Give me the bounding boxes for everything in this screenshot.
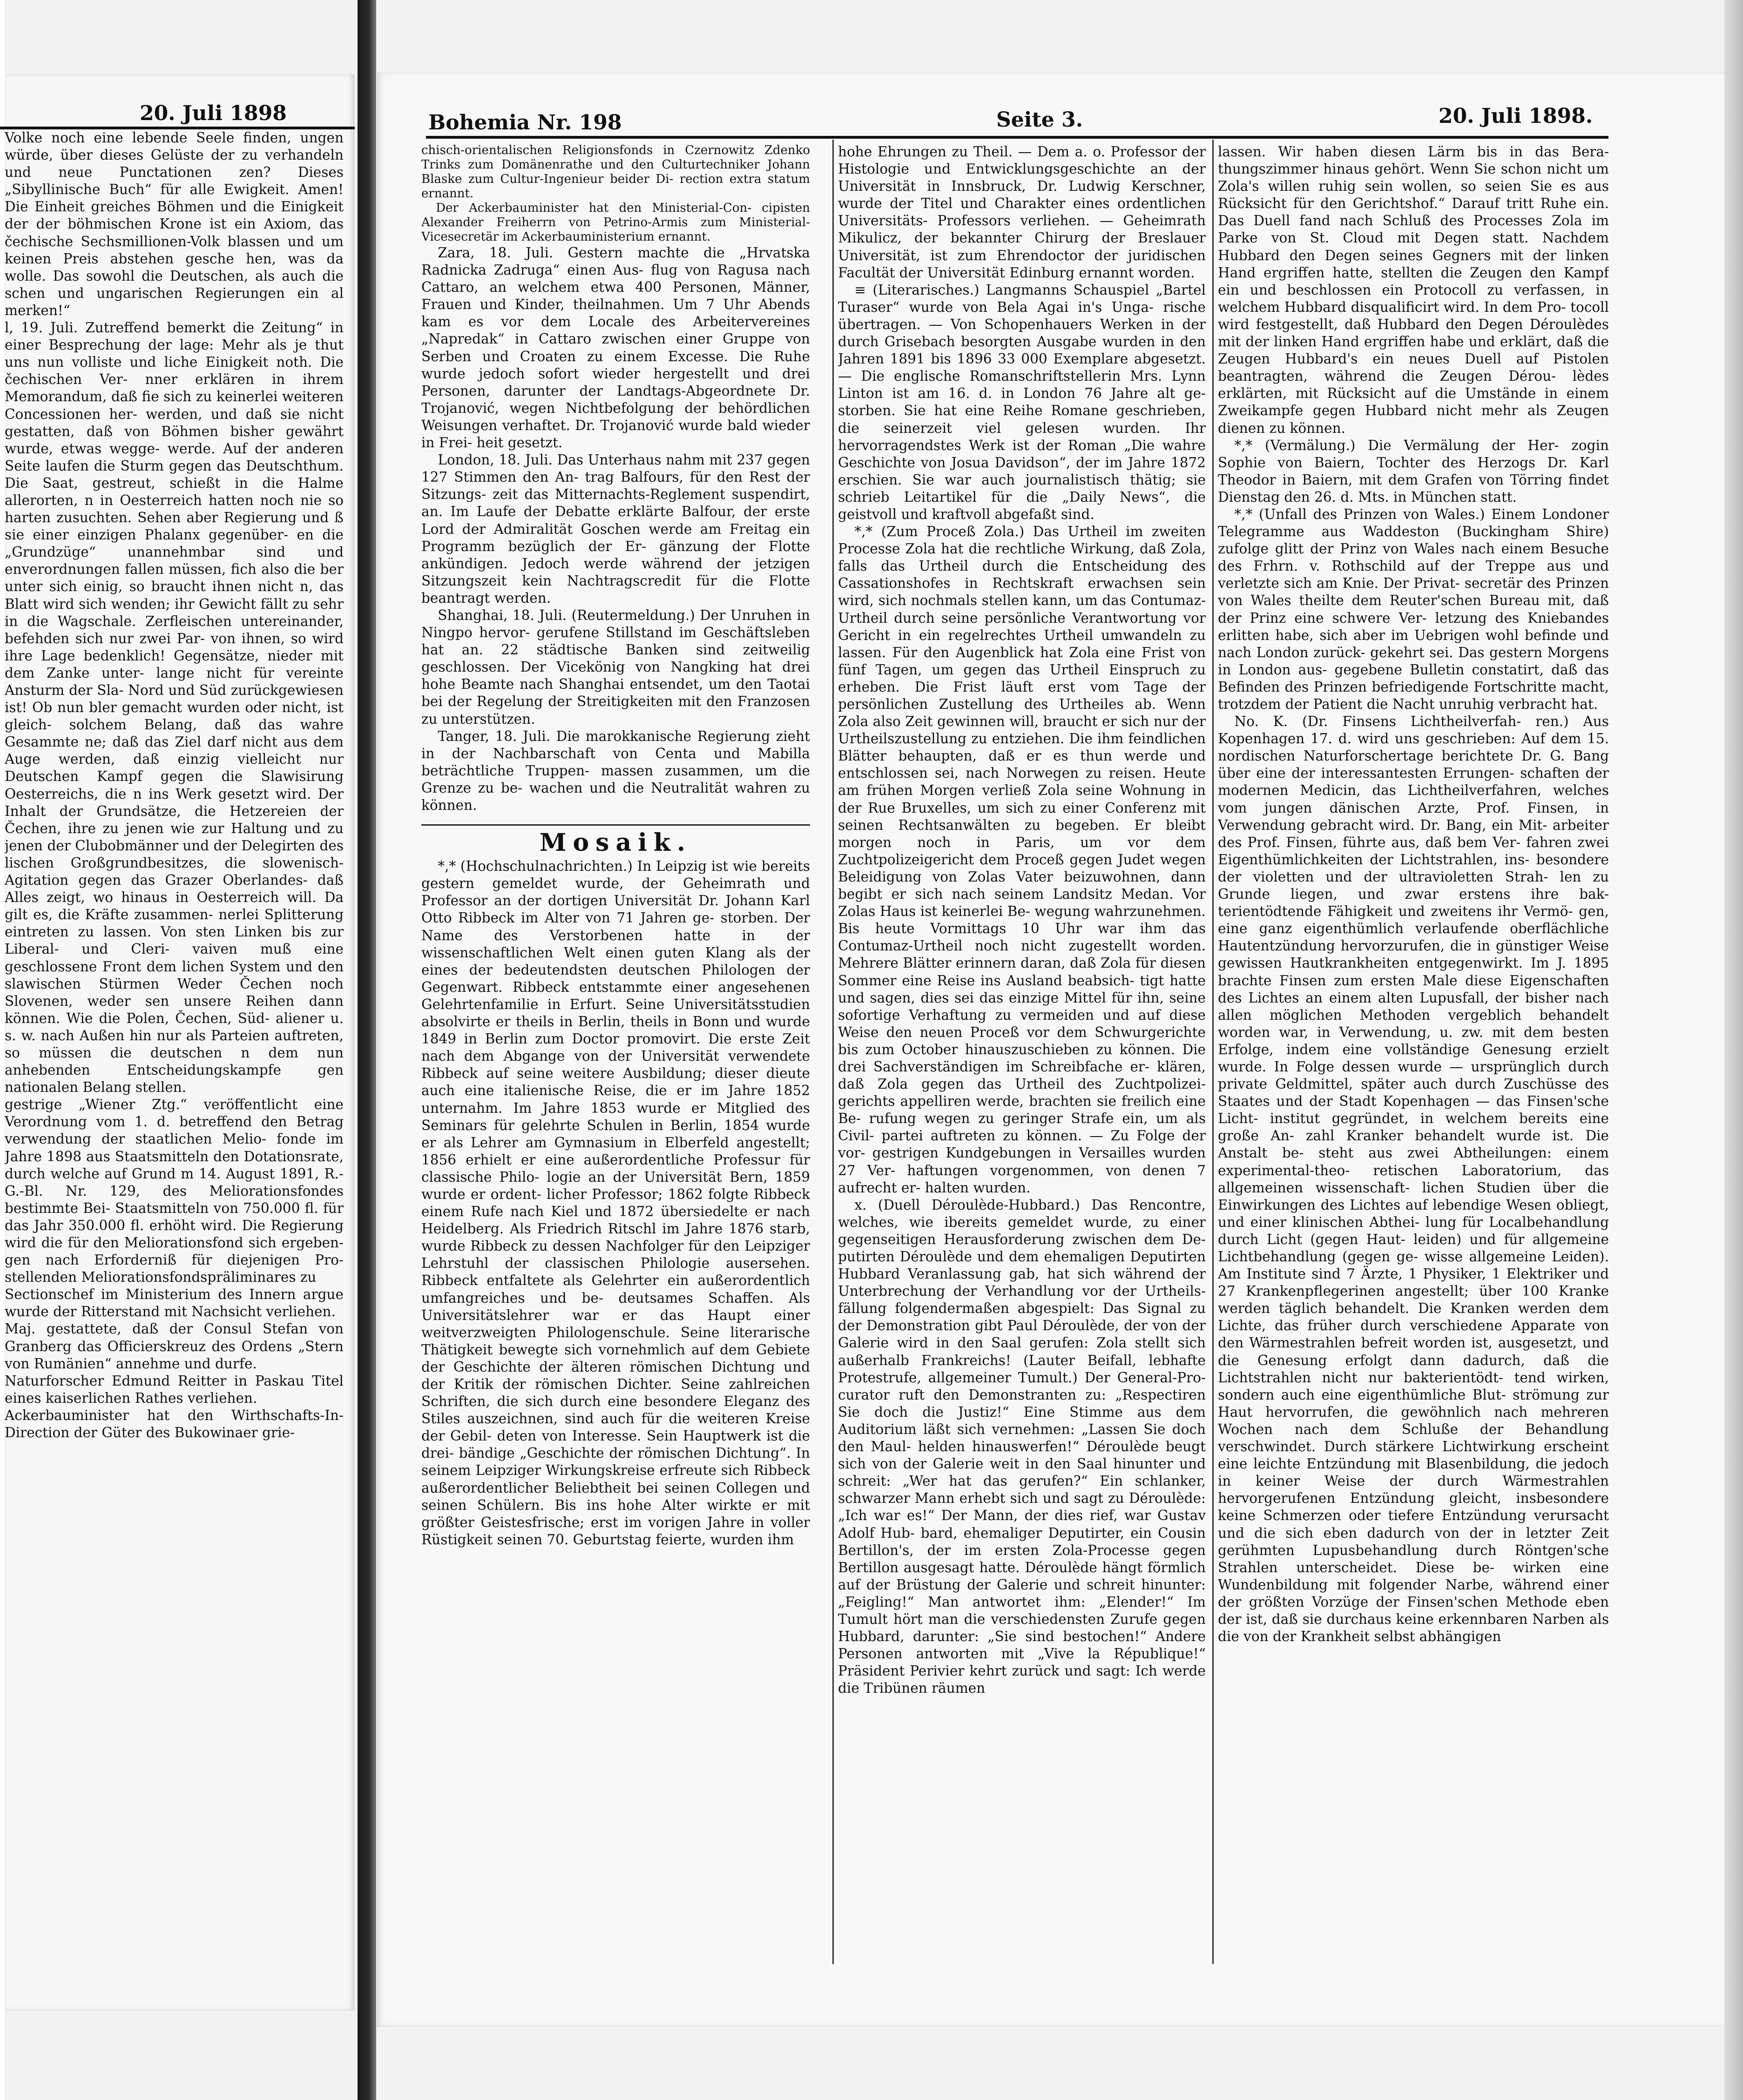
left-paragraph: gestrige „Wiener Ztg.“ veröffentlicht eine Verordnung vom 1. d. betreffend den Betrag verwendung der staatlichen Melio- fonde im Jahre 1898 aus Staatsmitteln den Dotationsrate, durch welche auf Grund m 14. August 1891, R.-G.-Bl. Nr. 129, des Meliorationsfondes bestimmte Bei- Staatsmitteln von 750.000 fl. für das Jahr 350.000 fl. erhöht wird. Die Regierung wird die für den Meliorationsfond sich ergeben- gen nach Erforderniß für diejenigen Pro- stellenden Meliorationsfondspräliminares zu <box>5 1097 344 1286</box>
column-rule-1 <box>832 140 834 1964</box>
article-paragraph: London, 18. Juli. Das Unterhaus nahm mit 237 gegen 127 Stimmen den An- trag Balfours, für den Rest der Sitzungs- zeit das Mitternachts-Reglement suspendirt, an. Im Laufe der Debatte erklärte Balfour, der erste Lord der Admiralität Goschen werde am Freitag ein Programm bezüglich der Er- gänzung der Flotte ankündigen. Jedoch werde während der jetzigen Sitzungszeit kein Nachtragscredit für die Flotte beantragt werden. <box>421 452 810 606</box>
left-paragraph: Maj. gestattete, daß der Consul Stefan von Granberg das Officierskreuz des Ordens „Stern von Rumänien“ annehme und durfe. <box>5 1321 344 1372</box>
book-gutter <box>358 0 376 2100</box>
article-paragraph: lassen. Wir haben diesen Lärm bis in das Bera- thungszimmer hinaus gehört. Wenn Sie schon nicht um Zola's willen ruhig sein wollen, so seien Sie es aus Rücksicht für den Gerichtshof.“ Darauf tritt Ruhe ein. Das Duell fand nach Schluß des Processes Zola im Parke von St. Cloud mit Degen statt. Nachdem Hubbard den Degen seines Gegners mit der linken Hand ergriffen hatte, stellten die Zeugen den Kampf ein und beschlossen ein Protocoll zu verfassen, in welchem Hubbard disqualificirt wird. In dem Pro- tocoll wird festgestellt, daß Hubbard den Degen Déroulèdes mit der linken Hand ergriffen habe und erklärt, daß die Zeugen Hubbard's ein neues Duell auf Pistolen beantragten, während die Zeugen Dérou- lèdes erklärten, mit Rücksicht auf die Umstände in einem Zweikampfe gegen Hubbard nicht mehr als Zeugen dienen zu können. <box>1218 144 1609 436</box>
page-number: Seite 3. <box>996 108 1083 132</box>
left-edge <box>0 0 5 2100</box>
article-paragraph: No. K. (Dr. Finsens Lichtheilverfah- ren.) Aus Kopenhagen 17. d. wird uns geschrieben: Auf dem 15. nordischen Naturforschertage berichtete Dr. G. Bang über eine der interessantesten Errungen- schaften der modernen Medicin, das Lichtheilverfahren, welches vom jungen dänischen Arzte, Prof. Finsen, in Verwendung gebracht wird. Dr. Bang, ein Mit- arbeiter des Prof. Finsen, führte aus, daß bem Ver- fahren zwei Eigenthümlichkeiten der Lichtstrahlen, ins- besondere der violetten und der ultravioletten Strah- len zu Grunde liegen, und zwar erstens ihre bak- terientödtende Fähigkeit und zweitens ihr Vermö- gen, eine ganz eigenthümlich verlaufende oberflächliche Hautentzündung hervorzurufen, die in günstiger Weise gewissen Hautkrankheiten entgegenwirkt. Im J. 1895 brachte Finsen zum ersten Male diese Eigenschaften des Lichtes an einem alten Lupusfall, der bisher nach allen möglichen Methoden vergeblich behandelt worden war, in Verwendung, u. zw. mit dem besten Erfolge, indem eine vollständige Genesung erzielt wurde. In Folge dessen wurde — ursprünglich durch private Geldmittel, später auch durch Zuschüsse des Staates und der Stadt Kopenhagen — das Finsen'sche Licht- institut gegründet, in welchem bereits eine große An- zahl Kranker behandelt wurde ist. Die Anstalt be- steht aus zwei Abtheilungen: einem experimental-theo- retischen Laboratorium, das allgemeinen wissenschaft- lichen Studien über die Einwirkungen des Lichtes auf lebendige Wesen obliegt, und einer klinischen Abthei- lung für Localbehandlung durch Licht (gegen Haut- leiden) und für allgemeine Lichtbehandlung (gegen ge- wisse allgemeine Leiden). Am Institute sind 7 Ärzte, 1 Physiker, 1 Elektriker und 27 Krankenpflegerinen angestellt; über 100 Kranke werden täglich behandelt. Die Kranken werden dem Lichte, das früher durch verschiedene Apparate von den Wärmestrahlen befreit worden ist, ausgesetzt, und die Genesung erfolgt dann dadurch, daß die Lichtstrahlen nicht nur bakterientödt- tend wirken, sondern auch eine eigenthümliche Blut- strömung zur Haut hervorrufen, die gewöhnlich nach mehreren Wochen nach dem Schluße der Behandlung verschwindet. Durch stärkere Lichtwirkung erscheint eine leichte Entzündung mit Blasenbildung, die jedoch in keiner Weise der durch Wärmestrahlen hervorgerufenen Entzündung gleicht, insbesondere keine Schmerzen oder tiefere Entzündung verursacht und die sich eben dadurch von der in letzter Zeit gerühmten Lupusbehandlung durch Röntgen'sche Strahlen unterscheidet. Diese be- wirken eine Wundenbildung mit folgender Narbe, während einer der größten Vorzüge der Finsen'schen Methode eben der ist, daß sie durchaus keine erkennbaren Narben als die von der Krankheit selbst abhängigen <box>1218 713 1609 1645</box>
section-rule <box>421 824 810 826</box>
left-page-column <box>5 129 344 1889</box>
article-paragraph: ≡ (Literarisches.) Langmanns Schauspiel „Bartel Turaser“ wurde von Bela Agai in's Unga- rische übertragen. — Von Schopenhauers Werken in der durch Grisebach besorgten Ausgabe wurden in den Jahren 1891 bis 1896 33 000 Exemplare abgesetzt. — Die englische Romanschriftstellerin Mrs. Lynn Linton ist am 16. d. in London 76 Jahre alt ge- storben. Sie hat eine Reihe Romane geschrieben, die seinerzeit viel gelesen wurden. Ihr hervorragendstes Werk ist der Roman „Die wahre Geschichte von Josua Davidson“, der im Jahre 1872 erschien. Sie war auch journalistisch thätig; sie schrieb Leitartikel für die „Daily News“, die geistvoll und kraftvoll abgefaßt sind. <box>838 282 1206 522</box>
article-paragraph: Tanger, 18. Juli. Die marokkanische Regierung zieht in der Nachbarschaft von Centa und Mabilla beträchtliche Truppen- massen zusammen, um die Grenze zu be- wachen und die Neutralität wahren zu können. <box>421 728 810 813</box>
left-paragraph: l, 19. Juli. Zutreffend bemerkt die Zeitung“ in einer Besprechung der lage: Mehr als je thut uns nun volliste und liche Einigkeit noth. Die čechischen Ver- nner erklären in ihrem Memorandum, daß fie sich zu keinerlei weiteren Concessionen her- werden, und daß sie nicht gestatten, daß von Böhmen bisher gewährt wurde, etwas wegge- werde. Auf der anderen Seite laufen die Sturm gegen das Deutschthum. Die Saat, gestreut, schießt in die Halme allerorten, n in Oesterreich hatten noch nie so harten zusuchten. Sehen aber Regierung und ß sie einer einzigen Phalanx gegenüber- en die „Grundzüge“ unannehmbar sind und enverordnungen fallen müssen, fich also die ber unter sich einig, so braucht ihnen nicht n, das Blatt wird sich wenden; ihr Gewicht fällt zu sehr in die Wagschale. Zerfleischen untereinander, befehden sich nur zwei Par- von ihnen, so wird ihre Lage bedenklich! Gegensätze, nieder mit dem Zanke unter- lange nicht für vereinte Ansturm der Sla- Nord und Süd zurückgewiesen ist! Ob nun bler gemacht wurden oder nicht, ist gleich- solchem Belang, daß das wahre Gesammte ne; daß das Ziel darf nicht aus dem Auge werden, daß einzig vielleicht nur Deutschen Kampf gegen die Slawisirung Oesterreichs, die n ins Werk gesetzt wird. Der Inhalt der Grundsätze, die Hetzereien der Čechen, ihre zu jenen wie zur Haltung und zu jenen der Clubobmänner und der Delegirten des lischen Großgrundbesitzes, die slowenisch- Agitation gegen das Grazer Oberlandes- daß Alles zeigt, wo hinaus in Oesterreich will. Da gilt es, die Kräfte zusammen- nerlei Splitterung eintreten zu lassen. Von sten Linken bis zur Liberal- und Cleri- vaiven muß eine geschlossene Front dem lichen System und den slawischen Stürmen Weder Čechen noch Slovenen, weder sen unsere Reihen dann können. Wie die Polen, Čechen, Süd- aliener u. s. w. nach Außen hin nur als Parteien auftreten, so müssen die deutschen n dem nun anhebenden Entscheidungskampfe gen nationalen Belang stellen. <box>5 320 344 1096</box>
article-paragraph: Shanghai, 18. Juli. (Reutermeldung.) Der Unruhen in Ningpo hervor- gerufene Stillstand im Geschäftsleben hat an. 22 städtische Banken sind zeitweilig geschlossen. Der Vicekönig von Nangking hat drei hohe Beamte nach Shanghai entsendet, um den Taotai bei der Regelung der Streitigkeiten mit den Franzosen zu unterstützen. <box>421 607 810 727</box>
article-paragraph: *,* (Hochschulnachrichten.) In Leipzig ist wie bereits gestern gemeldet wurde, der Geheimrath und Professor an der dortigen Universität Dr. Johann Karl Otto Ribbeck im Alter von 71 Jahren ge- storben. Der Name des Verstorbenen hatte in der wissenschaftlichen Welt einen guten Klang als der eines der bedeutendsten deutschen Philologen der Gegenwart. Ribbeck entstammte einer angesehenen Gelehrtenfamilie in Erfurt. Seine Universitätsstudien absolvirte er theils in Berlin, theils in Bonn und wurde 1849 in Berlin zum Doctor promovirt. Die erste Zeit nach dem Abgange von der Universität verwendete Ribbeck auf seine weitere Ausbildung; dieser dieute auch eine italienische Reise, die er im Jahre 1852 unternahm. Im Jahre 1853 wurde er Mitglied des Seminars für gelehrte Schulen in Berlin, 1854 wurde er als Lehrer am Gymnasium in Elberfeld angestellt; 1856 erhielt er eine außerordentliche Professur für classische Philo- logie an der Universität Bern, 1859 wurde er ordent- licher Professor; 1862 folgte Ribbeck einem Rufe nach Kiel und 1872 übersiedelte er nach Heidelberg. Als Friedrich Ritschl im Jahre 1876 starb, wurde Ribbeck zu dessen Nachfolger für den Leipziger Lehrstuhl der classischen Philologie ausersehen. Ribbeck entfaltete als Gelehrter ein außerordentlich umfangreiches und be- deutsames Schaffen. Als Universitätslehrer war er das Haupt einer weitverzweigten Philologenschule. Seine literarische Thätigkeit bewegte sich vornehmlich auf dem Gebiete der Geschichte der älteren römischen Dichtung und der Kritik der römischen Dichter. Seine zahlreichen Schriften, die sich durch eine besondere Eleganz des Stiles auszeichnen, sind auch für die weiteren Kreise der Gebil- deten von Interesse. Sein Hauptwerk ist die drei- bändige „Geschichte der römischen Dichtung“. In seinem Leipziger Wirkungskreise erfreute sich Ribbeck außerordentlicher Beliebtheit bei seinen Collegen und seinen Schülern. Bis ins hohe Alter wirkte er mit größter Geistesfrische; erst im vorigen Jahre in voller Rüstigkeit seinen 70. Geburtstag feierte, wurden ihm <box>421 858 810 1548</box>
article-paragraph: *,* (Zum Proceß Zola.) Das Urtheil im zweiten Processe Zola hat die rechtliche Wirkung, daß Zola, falls das Urtheil durch die Entscheidung des Cassationshofes in Rechtskraft erwachsen sein wird, sich nochmals stellen kann, um das Contumaz-Urtheil durch seine persönliche Verantwortung vor Gericht in ein regelrechtes Urtheil umwandeln zu lassen. Für den Augenblick hat Zola eine Frist von fünf Tagen, um gegen das Urtheil Einspruch zu erheben. Die Frist läuft erst vom Tage der persönlichen Zustellung des Urtheiles ab. Wenn Zola also Zeit gewinnen will, braucht er sich nur der Urtheilszustellung zu entziehen. Die ihm feindlichen Blätter behaupten, daß er es thun werde und entschlossen sei, nach Norwegen zu reisen. Heute am frühen Morgen verließ Zola seine Wohnung in der Rue Bruxelles, um sich zu einer Conferenz mit seinen Rechtsanwälten zu begeben. Er bleibt morgen noch in Paris, um vor dem Zuchtpolizeigericht dem Proceß gegen Judet wegen Beleidigung von Zolas Vater beizuwohnen, dann begibt er sich nach seinem Landsitz Medan. Vor Zolas Haus ist keinerlei Be- wegung wahrzunehmen. Bis heute Vormittags 10 Uhr war ihm das Contumaz-Urtheil noch nicht zugestellt worden. Mehrere Blätter erinnern daran, daß Zola für diesen Sommer eine Reise ins Ausland beabsich- tigt hatte und sagen, dies sei das einzige Mittel für ihn, seine sofortige Verhaftung zu vermeiden und auf diese Weise den neuen Proceß vor dem Schwurgerichte bis zum October hinauszuschieben zu können. Die drei Sachverständigen im Schreibfache er- klären, daß Zola gegen das Urtheil des Zuchtpolizei- gerichts appelliren werde, brachten sie freilich eine Be- rufung wegen zu geringer Strafe ein, um als Civil- partei auftreten zu können. — Zu Folge der vor- gestrigen Kundgebungen in Versailles wurden 27 Ver- haftungen vorgenommen, von denen 7 aufrecht er- halten wurden. <box>838 524 1206 1196</box>
left-paragraph: Volke noch eine lebende Seele finden, ungen würde, über dieses Gelüste der zu verhandeln und neue Punctationen zen? Dieses „Sibyllinische Buch“ für alle Ewigkeit. Amen! Die Einheit greiches Böhmen und die Einigkeit der der böhmischen Krone ist ein Axiom, das čechische Sechsmillionen-Volk blassen und um keinen Preis abstehen gesche hen, was da wolle. Das sowohl die Deutschen, als auch die schen und ungarischen Regierungen ein al merken!“ <box>5 130 344 318</box>
right-edge <box>1724 0 1743 2100</box>
article-paragraph: *,* (Vermälung.) Die Vermälung der Her- zogin Sophie von Baiern, Tochter des Herzogs Dr. Karl Theodor in Baiern, mit dem Grafen von Törring findet Dienstag den 26. d. Mts. in München statt. <box>1218 437 1609 505</box>
article-paragraph: x. (Duell Déroulède-Hubbard.) Das Rencontre, welches, wie ibereits gemeldet wurde, zu einer gegenseitigen Herausforderung zwischen dem De- putirten Déroulède und dem ehemaligen Deputirten Hubbard Veranlassung gab, hat sich während der Unterbrechung der Verhandlung vor der Urtheils- fällung folgendermaßen abgespielt: Das Signal zu der Demonstration gibt Paul Déroulède, der von der Galerie wird in den Saal gerufen: Zola stellt sich außerhalb Frankreichs! (Lauter Beifall, lebhafte Protestrufe, allgemeiner Tumult.) Der General-Pro- curator ruft den Demonstranten zu: „Respectiren Sie doch die Justiz!“ Eine Stimme aus dem Auditorium läßt sich vernehmen: „Lassen Sie doch den Maul- helden hinauswerfen!“ Déroulède beugt sich von der Galerie weit in den Saal hinunter und schreit: „Wer hat das gerufen?“ Ein schlanker, schwarzer Mann erhebt sich und sagt zu Déroulède: „Ich war es!“ Der Mann, der dies rief, war Gustav Adolf Hub- bard, ehemaliger Deputirter, ein Cousin Bertillon's, der im ersten Zola-Processe gegen Bertillon ausgesagt hatte. Déroulède hängt förmlich auf der Brüstung der Galerie und schreit hinunter: „Feigling!“ Man antwortet ihm: „Elender!“ Im Tumult hört man die verschiedensten Zurufe gegen Hubbard, darunter: „Sie sind bestochen!“ Andere Personen antworten mit „Vive la République!“ Präsident Perivier kehrt zurück und sagt: Ich werde die Tribünen räumen <box>838 1197 1206 1696</box>
section-title-mosaik: Mosaik. <box>539 828 692 857</box>
article-paragraph: hohe Ehrungen zu Theil. — Dem a. o. Professor der Histologie und Entwicklungsgeschichte an der Universität in Innsbruck, Dr. Ludwig Kerschner, wurde der Titel und Charakter eines ordentlichen Universitäts- Professors verliehen. — Geheimrath Mikulicz, der bekannter Chirurg der Breslauer Universität, ist zum Ehrendoctor der juridischen Facultät der Universität Edinburg ernannt worden. <box>838 144 1206 281</box>
right-page-date: 20. Juli 1898. <box>1439 104 1593 128</box>
left-paragraph: Naturforscher Edmund Reitter in Paskau Titel eines kaiserlichen Rathes verliehen. <box>5 1373 344 1406</box>
left-page-date: 20. Juli 1898 <box>140 101 287 125</box>
article-paragraph: Zara, 18. Juli. Gestern machte die „Hrvatska Radnicka Zadruga“ einen Aus- flug von Ragusa nach Cattaro, an welchem etwa 400 Personen, Männer, Frauen und Kinder, theilnahmen. Um 7 Uhr Abends kam es vor dem Locale des Arbeitervereines „Napredak“ in Cattaro zwischen einer Gruppe von Serben und Croaten zu einem Excesse. Die Ruhe wurde jedoch sofort wieder hergestellt und drei Personen, darunter der Landtags-Abgeordnete Dr. Trojanović, wegen Nichtbefolgung der behördlichen Weisungen verhaftet. Dr. Trojanović wurde bald wieder in Frei- heit gesetzt. <box>421 245 810 451</box>
article-paragraph: chisch-orientalischen Religionsfonds in Czernowitz Zdenko Trinks zum Domänenrathe und den Culturtechniker Johann Blaske zum Cultur-Ingenieur beider Di- rection extra statum ernannt. <box>421 143 810 201</box>
left-paragraph: Sectionschef im Ministerium des Innern argue wurde der Ritterstand mit Nachsicht verliehen. <box>5 1286 344 1320</box>
header-rule <box>426 136 1608 139</box>
column-2 <box>838 143 1206 1977</box>
article-paragraph: *,* (Unfall des Prinzen von Wales.) Einem Londoner Telegramme aus Waddeston (Buckingham Shire) zufolge glitt der Prinz von Wales nach einem Besuche des Frhrn. v. Rothschild auf der Treppe aus und verletzte sich am Knie. Der Privat- secretär des Prinzen von Wales theilte dem Reuter'schen Bureau mit, daß der Prinz eine schwere Ver- letzung des Kniebandes erlitten habe, sich aber im Uebrigen wohl befinde und nach London zurück- gekehrt sei. Das gestern Morgens in London aus- gegebene Bulletin constatirt, daß das Befinden des Prinzen befriedigende Fortschritte macht, trotzdem der Patient die Nacht unruhig verbracht hat. <box>1218 506 1609 712</box>
article-paragraph: Der Ackerbauminister hat den Ministerial-Con- cipisten Alexander Freiherrn von Petrino-Armis zum Ministerial-Vicesecretär im Ackerbauministerium ernannt. <box>421 201 810 244</box>
paper-issue: Bohemia Nr. 198 <box>428 111 622 135</box>
column-1 <box>421 143 810 1977</box>
left-paragraph: Ackerbauminister hat den Wirthschafts-In- Direction der Güter des Bukowinaer grie- <box>5 1407 344 1441</box>
column-rule-2 <box>1212 140 1214 1964</box>
column-3 <box>1218 143 1609 1977</box>
